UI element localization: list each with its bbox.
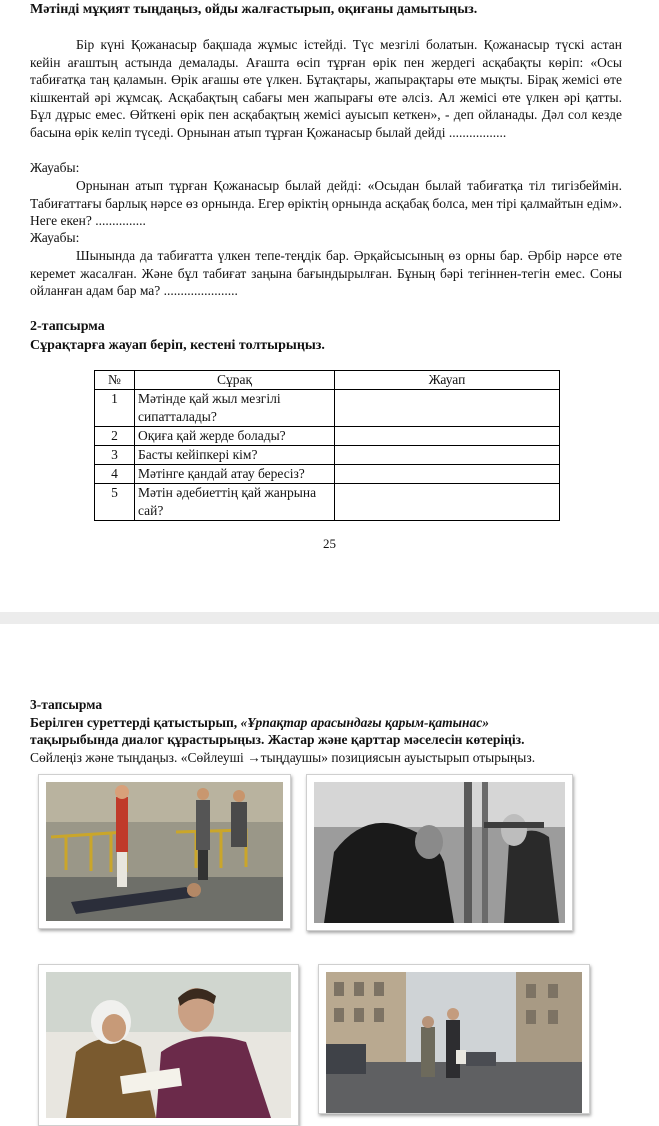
row-answer-cell[interactable]: [335, 484, 560, 521]
task2-title: 2-тапсырма: [30, 319, 105, 334]
questions-table: [94, 370, 560, 521]
photo-bus-elderly-image: [314, 782, 565, 923]
page-separator: [0, 612, 659, 624]
paragraph-1-text: Бір күні Қожанасыр бақшада жұмыс істейді. Түс мезгілі болатын. Қожанасыр түскі астан кейін ағаштың астында демалады. Ағашта өсіп тұрған өрік пен жердегі асқабақты көріп: «Осы табиғатқа таң қаламын. Өрік ағашы өте үлкен. Бұтақтары, жапырақтары өте мықты. Бірақ жемісі өте кішкентай әрі жұмсақ. Асқабақтың сабағы мен жапырағы өте әлсіз. Ал жемісі өте үлкен әрі қатты. Бұл дұрыс емес. Өйткені өрік пен асқабақтың жемісі ауысып кеткен», - деп ойланады. Дәл сол кезде басына өрік келіп түседі. Орнынан атып тұрған Қожанасыр былай дейді .................: [30, 37, 622, 140]
row-number: 5: [95, 484, 135, 521]
task3-title: 3-тапсырма: [30, 697, 103, 712]
task3-instruction-a: Берілген суреттерді қатыстырып,: [30, 714, 241, 730]
row-number: 4: [95, 465, 135, 484]
header-question: Сұрақ: [135, 371, 335, 390]
photo-street-crossing-image: [326, 972, 582, 1113]
row-number: 3: [95, 446, 135, 465]
answer-label-2: Жауабы:: [30, 230, 80, 245]
row-answer-cell[interactable]: [335, 390, 560, 427]
table-row: [95, 446, 560, 465]
paragraph-3: [30, 247, 622, 300]
paragraph-1: [30, 36, 622, 142]
page-number: 25: [323, 536, 336, 551]
row-question: Мәтінге қандай атау бересіз?: [135, 465, 335, 484]
task3-topic: «Ұрпақтар арасындағы қарым-қатынас»: [240, 714, 489, 730]
page-heading: Мәтінді мұқият тыңдаңыз, ойды жалғастырып, оқиғаны дамытыңыз.: [30, 2, 478, 17]
answer-label-1: Жауабы:: [30, 160, 80, 175]
row-question: Басты кейіпкері кім?: [135, 446, 335, 465]
row-question: Мәтін әдебиеттің қай жанрына сай?: [135, 484, 335, 521]
paragraph-2: [30, 177, 622, 230]
table-header-row: [95, 371, 560, 390]
row-answer-cell[interactable]: [335, 446, 560, 465]
row-question: Оқиға қай жерде болады?: [135, 427, 335, 446]
row-answer-cell[interactable]: [335, 465, 560, 484]
table-row: [95, 390, 560, 427]
table-row: [95, 427, 560, 446]
row-number: 1: [95, 390, 135, 427]
row-question: Мәтінде қай жыл мезгілі сипатталады?: [135, 390, 335, 427]
textbook-page-26: [0, 624, 659, 1112]
task3-block: [30, 696, 630, 766]
photo-reading-together-image: [46, 972, 291, 1118]
paragraph-3-text: Шынында да табиғатта үлкен тепе-теңдік бар. Әрқайсысының өз орны бар. Әрбір нәрсе өте керемет жасалған. Және бұл табиғат заңына бағындырылған. Бұның бәрі тегіннен-тегін емес. Соны ойланған адам бар ма? ......................: [30, 248, 622, 299]
task3-instruction-line3: Сөйлеңіз және тыңдаңыз. «Сөйлеуші →тыңдаушы» позициясын ауыстырып отырыңыз.: [30, 749, 536, 765]
header-number: №: [95, 371, 135, 390]
task3-instruction-line1: [30, 714, 630, 732]
row-number: 2: [95, 427, 135, 446]
photo-street-fall-image: [46, 782, 283, 921]
task2-instruction: Сұрақтарға жауап беріп, кестені толтырыңыз.: [30, 338, 325, 353]
table-row: [95, 484, 560, 521]
table-row: [95, 465, 560, 484]
photo-street-fall: [38, 774, 291, 929]
header-answer: Жауап: [335, 371, 560, 390]
photo-reading-together: [38, 964, 299, 1126]
row-answer-cell[interactable]: [335, 427, 560, 446]
paragraph-2-text: Орнынан атып тұрған Қожанасыр былай дейді: «Осыдан былай табиғатқа тіл тигізбеймін. Табиғаттағы барлық нәрсе өз орнында. Егер өріктің орнында асқабақ болса, мен тірі қалмайтын едім». Неге екен? ...............: [30, 178, 622, 229]
photo-bus-elderly: [306, 774, 573, 931]
task3-instruction-line2: тақырыбында диалог құрастырыңыз. Жастар және қарттар мәселесін көтеріңіз.: [30, 732, 525, 747]
photo-street-crossing: [318, 964, 590, 1114]
